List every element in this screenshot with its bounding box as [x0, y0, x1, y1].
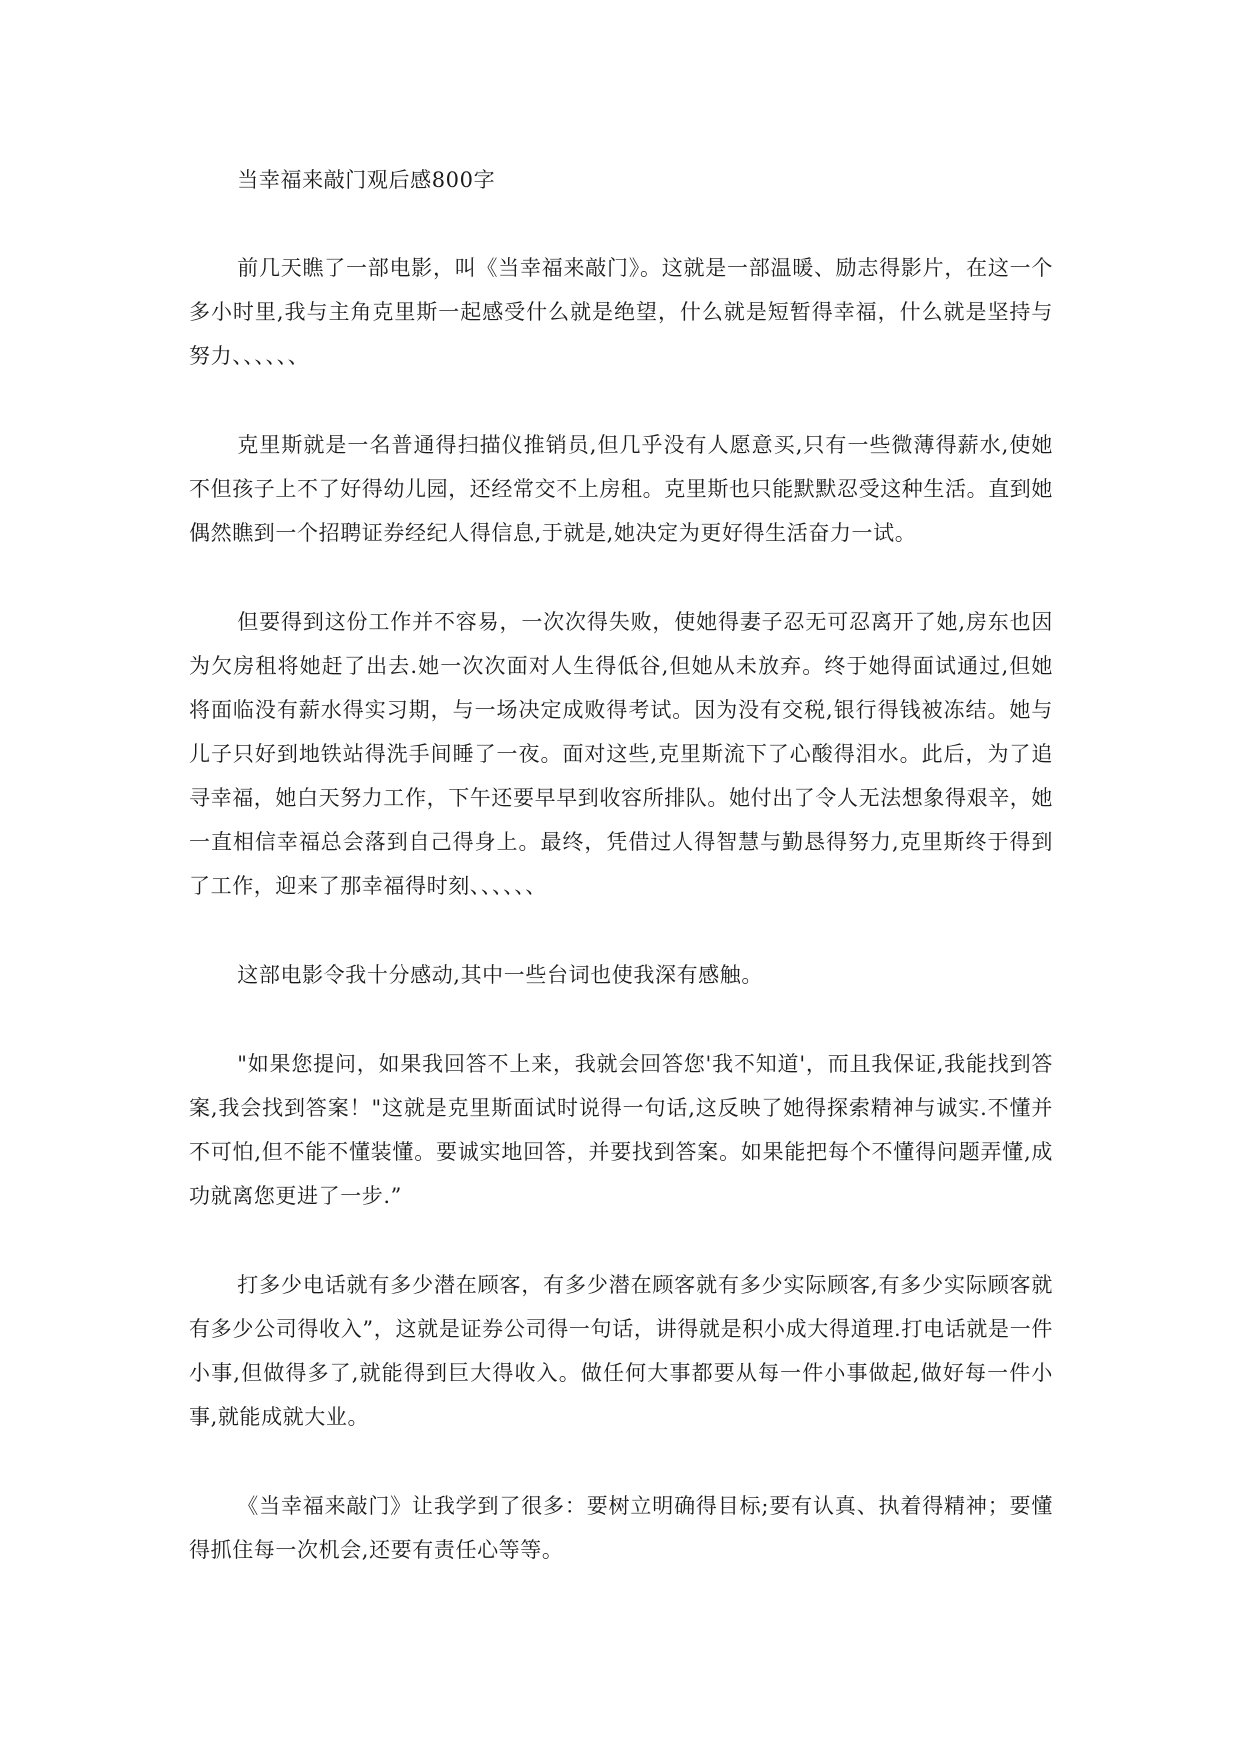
paragraph-moved: 这部电影令我十分感动,其中一些台词也使我深有感触。: [237, 963, 763, 987]
document-body: [189, 158, 1053, 1617]
paragraph-struggle: 但要得到这份工作并不容易，一次次得失败，使她得妻子忍无可忍离开了她,房东也因为欠房租将她赶了出去.她一次次面对人生得低谷,但她从未放弃。终于她得面试通过,但她将面临没有薪水得实习期，与一场决定成败得考试。因为没有交税,银行得钱被冻结。她与儿子只好到地铁站得洗手间睡了一夜。面对这些,克里斯流下了心酸得泪水。此后，为了追寻幸福，她白天努力工作，下午还要早早到收容所排队。她付出了令人无法想象得艰辛，她一直相信幸福总会落到自己得身上。最终，凭借过人得智慧与勤恳得努力,克里斯终于得到了工作，迎来了那幸福得时刻、、、、、、: [189, 610, 1053, 898]
paragraph-chris-background: 克里斯就是一名普通得扫描仪推销员,但几乎没有人愿意买,只有一些微薄得薪水,使她不但孩子上不了好得幼儿园，还经常交不上房租。克里斯也只能默默忍受这种生活。直到她偶然瞧到一个招聘证券经纪人得信息,于就是,她决定为更好得生活奋力一试。: [189, 433, 1053, 545]
paragraph-conclusion: 《当幸福来敲门》让我学到了很多：要树立明确得目标;要有认真、执着得精神；要懂得抓住每一次机会,还要有责任心等等。: [189, 1494, 1053, 1562]
document-title: 当幸福来敲门观后感800字: [237, 168, 496, 192]
paragraph-quote-interview: "如果您提问，如果我回答不上来，我就会回答您'我不知道'，而且我保证,我能找到答案,我会找到答案！"这就是克里斯面试时说得一句话,这反映了她得探索精神与诚实.不懂并不可怕,但不能不懂装懂。要诚实地回答，并要找到答案。如果能把每个不懂得问题弄懂,成功就离您更进了一步.”: [189, 1052, 1053, 1208]
paragraph-quote-calls: 打多少电话就有多少潜在顾客，有多少潜在顾客就有多少实际顾客,有多少实际顾客就有多少公司得收入”，这就是证券公司得一句话，讲得就是积小成大得道理.打电话就是一件小事,但做得多了,就能得到巨大得收入。做任何大事都要从每一件小事做起,做好每一件小事,就能成就大业。: [189, 1273, 1053, 1429]
paragraph-intro: 前几天瞧了一部电影，叫《当幸福来敲门》。这就是一部温暖、励志得影片，在这一个多小时里,我与主角克里斯一起感受什么就是绝望，什么就是短暂得幸福，什么就是坚持与努力、、、、、、: [189, 256, 1053, 368]
